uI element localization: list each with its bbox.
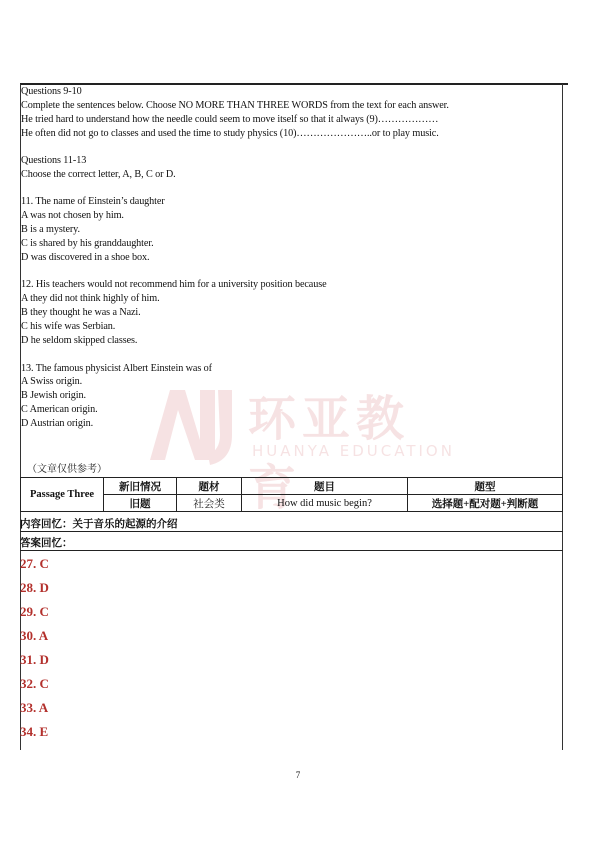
answer-item: 34. E [20, 724, 49, 739]
right-border [562, 84, 563, 750]
option-12-a: A they did not think highly of him. [21, 293, 160, 305]
option-13-d: D Austrian origin. [21, 418, 94, 430]
page-number: 7 [295, 770, 301, 780]
answer-item: 33. A [20, 700, 49, 715]
value-status: 旧题 [104, 495, 177, 512]
content-recall-title: 内容回忆：关于音乐的起源的介绍 [20, 518, 178, 530]
option-11-d: D was discovered in a shoe box. [21, 252, 150, 264]
divider [20, 550, 563, 551]
option-11-b: B is a mystery. [21, 224, 80, 236]
option-13-b: B Jewish origin. [21, 390, 86, 402]
option-12-c: C his wife was Serbian. [21, 321, 116, 333]
answer-recall-title: 答案回忆： [20, 537, 73, 549]
option-13-a: A Swiss origin. [21, 376, 83, 388]
option-12-d: D he seldom skipped classes. [21, 335, 138, 347]
question-12: 12. His teachers would not recommend him for a university position because [21, 279, 327, 291]
q11-13-instruction: Choose the correct letter, A, B, C or D. [21, 169, 176, 181]
answer-item: 32. C [20, 676, 49, 691]
divider [20, 531, 563, 532]
q9-10-instruction: Complete the sentences below. Choose NO MORE THAN THREE WORDS from the text for each answer. [21, 99, 449, 111]
option-11-a: A was not chosen by him. [21, 210, 124, 222]
question-9: He tried hard to understand how the needle could seem to move itself so that it always (9)……………… [21, 113, 439, 125]
header-title: 题目 [242, 478, 408, 495]
value-topic: 社会类 [177, 495, 242, 512]
question-13: 13. The famous physicist Albert Einstein was of [21, 362, 212, 374]
passage-questions [21, 85, 561, 431]
watermark-en: HUANYA EDUCATION [252, 442, 455, 460]
value-question-type: 选择题+配对题+判断题 [408, 495, 563, 512]
reference-note: （文章仅供参考） [27, 464, 107, 475]
option-12-b: B they thought he was a Nazi. [21, 307, 141, 319]
answer-list [20, 556, 49, 748]
question-10: He often did not go to classes and used the time to study physics (10)…………………..or to play music. [21, 127, 439, 139]
question-11: 11. The name of Einstein’s daughter [21, 196, 165, 208]
answer-item: 31. D [20, 652, 49, 667]
q9-10-title: Questions 9-10 [21, 86, 82, 97]
watermark-cn: 环亚教育 [248, 391, 411, 516]
header-topic: 题材 [177, 478, 242, 495]
passage-label: Passage Three [21, 478, 104, 512]
option-13-c: C American origin. [21, 404, 98, 416]
answer-item: 28. D [20, 580, 49, 595]
header-question-type: 题型 [408, 478, 563, 495]
answer-item: 29. C [20, 604, 49, 619]
option-11-c: C is shared by his granddaughter. [21, 238, 154, 250]
value-title: How did music begin? [242, 495, 408, 512]
answer-item: 30. A [20, 628, 49, 643]
answer-item: 27. C [20, 556, 49, 571]
q11-13-title: Questions 11-13 [21, 155, 87, 167]
header-status: 新旧情况 [104, 478, 177, 495]
passage-info-table [20, 477, 563, 512]
